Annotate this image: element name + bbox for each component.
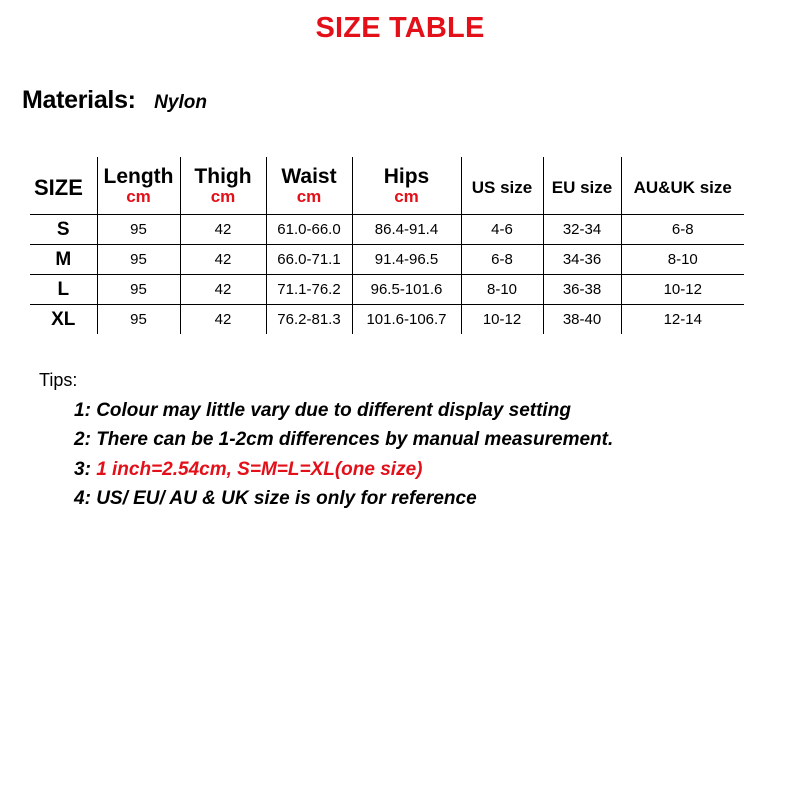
tip-item <box>74 398 613 427</box>
cell-eu-size: 34-36 <box>543 245 621 275</box>
cell-thigh: 42 <box>180 275 266 305</box>
tip-item <box>74 457 613 486</box>
cell-length: 95 <box>97 305 180 335</box>
cell-thigh: 42 <box>180 245 266 275</box>
header-length-name: Length <box>103 164 174 188</box>
header-size: SIZE <box>34 174 83 200</box>
header-us-size: US size <box>461 157 543 215</box>
cell-size: M <box>55 248 72 270</box>
cell-au-uk-size: 10-12 <box>621 275 744 305</box>
cell-hips: 101.6-106.7 <box>352 305 461 335</box>
header-waist-name: Waist <box>281 164 337 188</box>
cell-eu-size: 38-40 <box>543 305 621 335</box>
cell-hips: 91.4-96.5 <box>352 245 461 275</box>
header-hips <box>352 157 461 215</box>
tips-list <box>74 398 613 515</box>
table-row <box>30 245 744 275</box>
cell-au-uk-size: 12-14 <box>621 305 744 335</box>
tip-item <box>74 486 613 515</box>
tips-heading <box>39 370 77 391</box>
cell-eu-size: 36-38 <box>543 275 621 305</box>
cell-size: L <box>57 278 70 300</box>
cell-length: 95 <box>97 275 180 305</box>
tip-text: Colour may little vary due to different display setting <box>96 400 571 421</box>
cell-au-uk-size: 8-10 <box>621 245 744 275</box>
cell-thigh: 42 <box>180 215 266 245</box>
cell-waist: 66.0-71.1 <box>266 245 352 275</box>
tip-number: 3: <box>74 458 97 480</box>
table-row <box>30 215 744 245</box>
header-thigh-unit: cm <box>210 186 236 206</box>
tips-colon: : <box>72 370 78 390</box>
cell-waist: 61.0-66.0 <box>266 215 352 245</box>
table-row <box>30 275 744 305</box>
cell-thigh: 42 <box>180 305 266 335</box>
cell-us-size: 10-12 <box>461 305 543 335</box>
page-title: SIZE TABLE <box>315 12 485 44</box>
cell-size: S <box>56 218 70 240</box>
header-length-unit: cm <box>126 186 151 206</box>
header-thigh <box>180 157 266 215</box>
cell-eu-size: 32-34 <box>543 215 621 245</box>
cell-waist: 71.1-76.2 <box>266 275 352 305</box>
cell-us-size: 6-8 <box>461 245 543 275</box>
cell-us-size: 8-10 <box>461 275 543 305</box>
header-waist-unit: cm <box>296 186 322 206</box>
header-au-uk-size: AU&UK size <box>621 157 744 215</box>
cell-waist: 76.2-81.3 <box>266 305 352 335</box>
tip-text: There can be 1-2cm differences by manual measurement. <box>96 429 614 451</box>
materials-line <box>22 86 207 115</box>
header-length <box>97 157 180 215</box>
cell-size: XL <box>51 308 76 330</box>
header-hips-unit: cm <box>394 186 419 206</box>
tip-text: US/ EU/ AU & UK size is only for reference <box>96 487 477 509</box>
cell-length: 95 <box>97 215 180 245</box>
cell-length: 95 <box>97 245 180 275</box>
tips-label: Tips <box>39 370 73 390</box>
cell-us-size: 4-6 <box>461 215 543 245</box>
materials-value: Nylon <box>154 92 207 113</box>
header-waist <box>266 157 352 215</box>
materials-label: Materials: <box>22 86 136 114</box>
cell-au-uk-size: 6-8 <box>621 215 744 245</box>
tip-number: 2: <box>74 429 97 451</box>
header-eu-size: EU size <box>543 157 621 215</box>
cell-hips: 96.5-101.6 <box>352 275 461 305</box>
header-hips-name: Hips <box>383 164 430 188</box>
tip-number: 4: <box>74 487 97 509</box>
tip-item <box>74 427 613 456</box>
size-table <box>30 157 744 334</box>
header-thigh-name: Thigh <box>194 164 252 188</box>
cell-hips: 86.4-91.4 <box>352 215 461 245</box>
tip-text: 1 inch=2.54cm, S=M=L=XL(one size) <box>96 458 423 480</box>
table-header-row <box>30 157 744 215</box>
tip-number: 1: <box>74 400 97 421</box>
table-row <box>30 305 744 335</box>
